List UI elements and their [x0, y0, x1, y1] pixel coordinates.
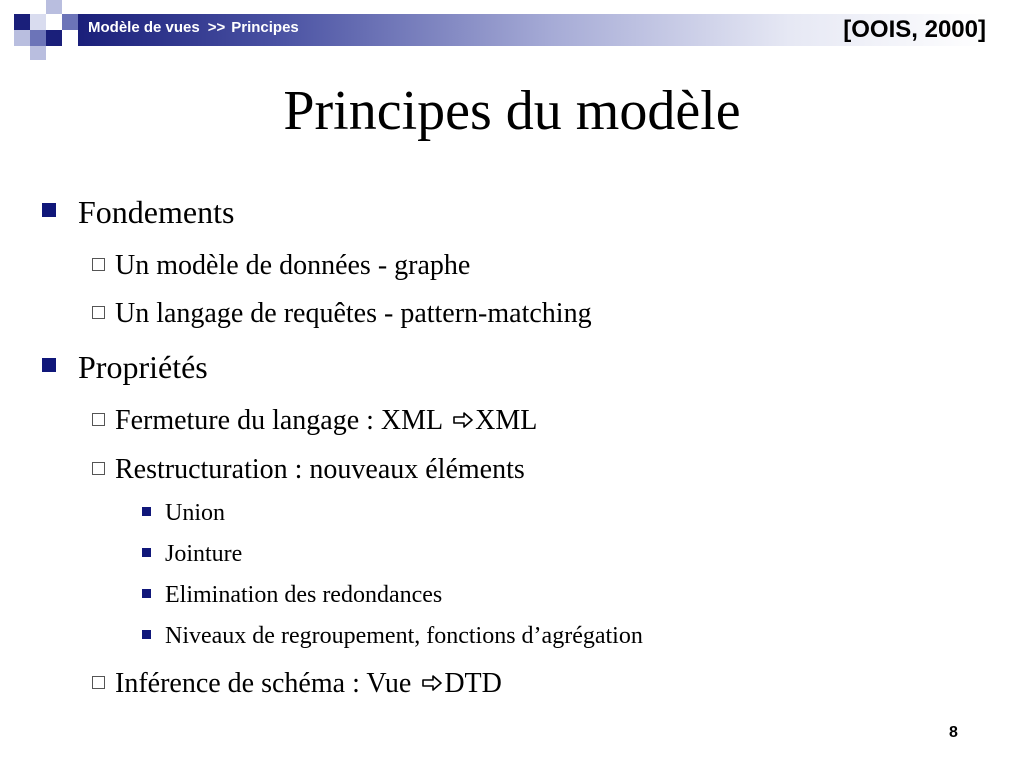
sub-sub-bullet-text: Elimination des redondances: [165, 582, 443, 608]
sub-bullet-text: Restructuration : nouveaux éléments: [115, 454, 525, 485]
breadcrumb-page: Principes: [231, 19, 299, 36]
small-square-bullet-icon: [142, 548, 151, 557]
square-bullet-icon: [42, 358, 56, 372]
sub-bullet-text-end: DTD: [444, 668, 502, 699]
sub-bullet-fermeture: [92, 405, 537, 437]
hollow-square-bullet-icon: [92, 306, 105, 319]
sub-bullet-text: Un langage de requêtes - pattern-matching: [115, 298, 592, 329]
bullet-label: Propriétés: [78, 349, 208, 385]
hollow-square-bullet-icon: [92, 258, 105, 271]
sub-bullet-text-end: XML: [475, 405, 538, 436]
sub-sub-bullet-text: Niveaux de regroupement, fonctions d’agrégation: [165, 623, 643, 649]
sub-bullet: [92, 250, 470, 282]
right-arrow-icon: [453, 412, 473, 428]
sub-bullet: [92, 298, 592, 330]
breadcrumb-section: Modèle de vues: [88, 19, 200, 36]
bullet-proprietes: [42, 349, 208, 386]
bullet-label: Fondements: [78, 194, 235, 230]
page-number: 8: [949, 724, 958, 741]
sub-bullet-text: Inférence de schéma : Vue: [115, 668, 419, 699]
bullet-fondements: [42, 194, 234, 231]
right-arrow-icon: [422, 675, 442, 691]
breadcrumb-separator: >>: [207, 19, 226, 36]
citation: [OOIS, 2000]: [843, 16, 986, 43]
breadcrumb: [88, 19, 299, 36]
small-square-bullet-icon: [142, 589, 151, 598]
sub-bullet-restructuration: [92, 454, 525, 486]
hollow-square-bullet-icon: [92, 462, 105, 475]
sub-sub-bullet-text: Union: [165, 500, 225, 526]
hollow-square-bullet-icon: [92, 413, 105, 426]
sub-bullet-text: Fermeture du langage : XML: [115, 405, 450, 436]
sub-bullet-inference: [92, 668, 502, 700]
sub-sub-bullet: [142, 623, 643, 650]
small-square-bullet-icon: [142, 507, 151, 516]
sub-bullet-text: Un modèle de données - graphe: [115, 250, 471, 281]
sub-sub-bullet: [142, 582, 442, 609]
sub-sub-bullet-text: Jointure: [165, 541, 243, 567]
small-square-bullet-icon: [142, 630, 151, 639]
sub-sub-bullet: [142, 500, 225, 527]
hollow-square-bullet-icon: [92, 676, 105, 689]
sub-sub-bullet: [142, 541, 242, 568]
slide-title: Principes du modèle: [283, 80, 741, 142]
square-bullet-icon: [42, 203, 56, 217]
